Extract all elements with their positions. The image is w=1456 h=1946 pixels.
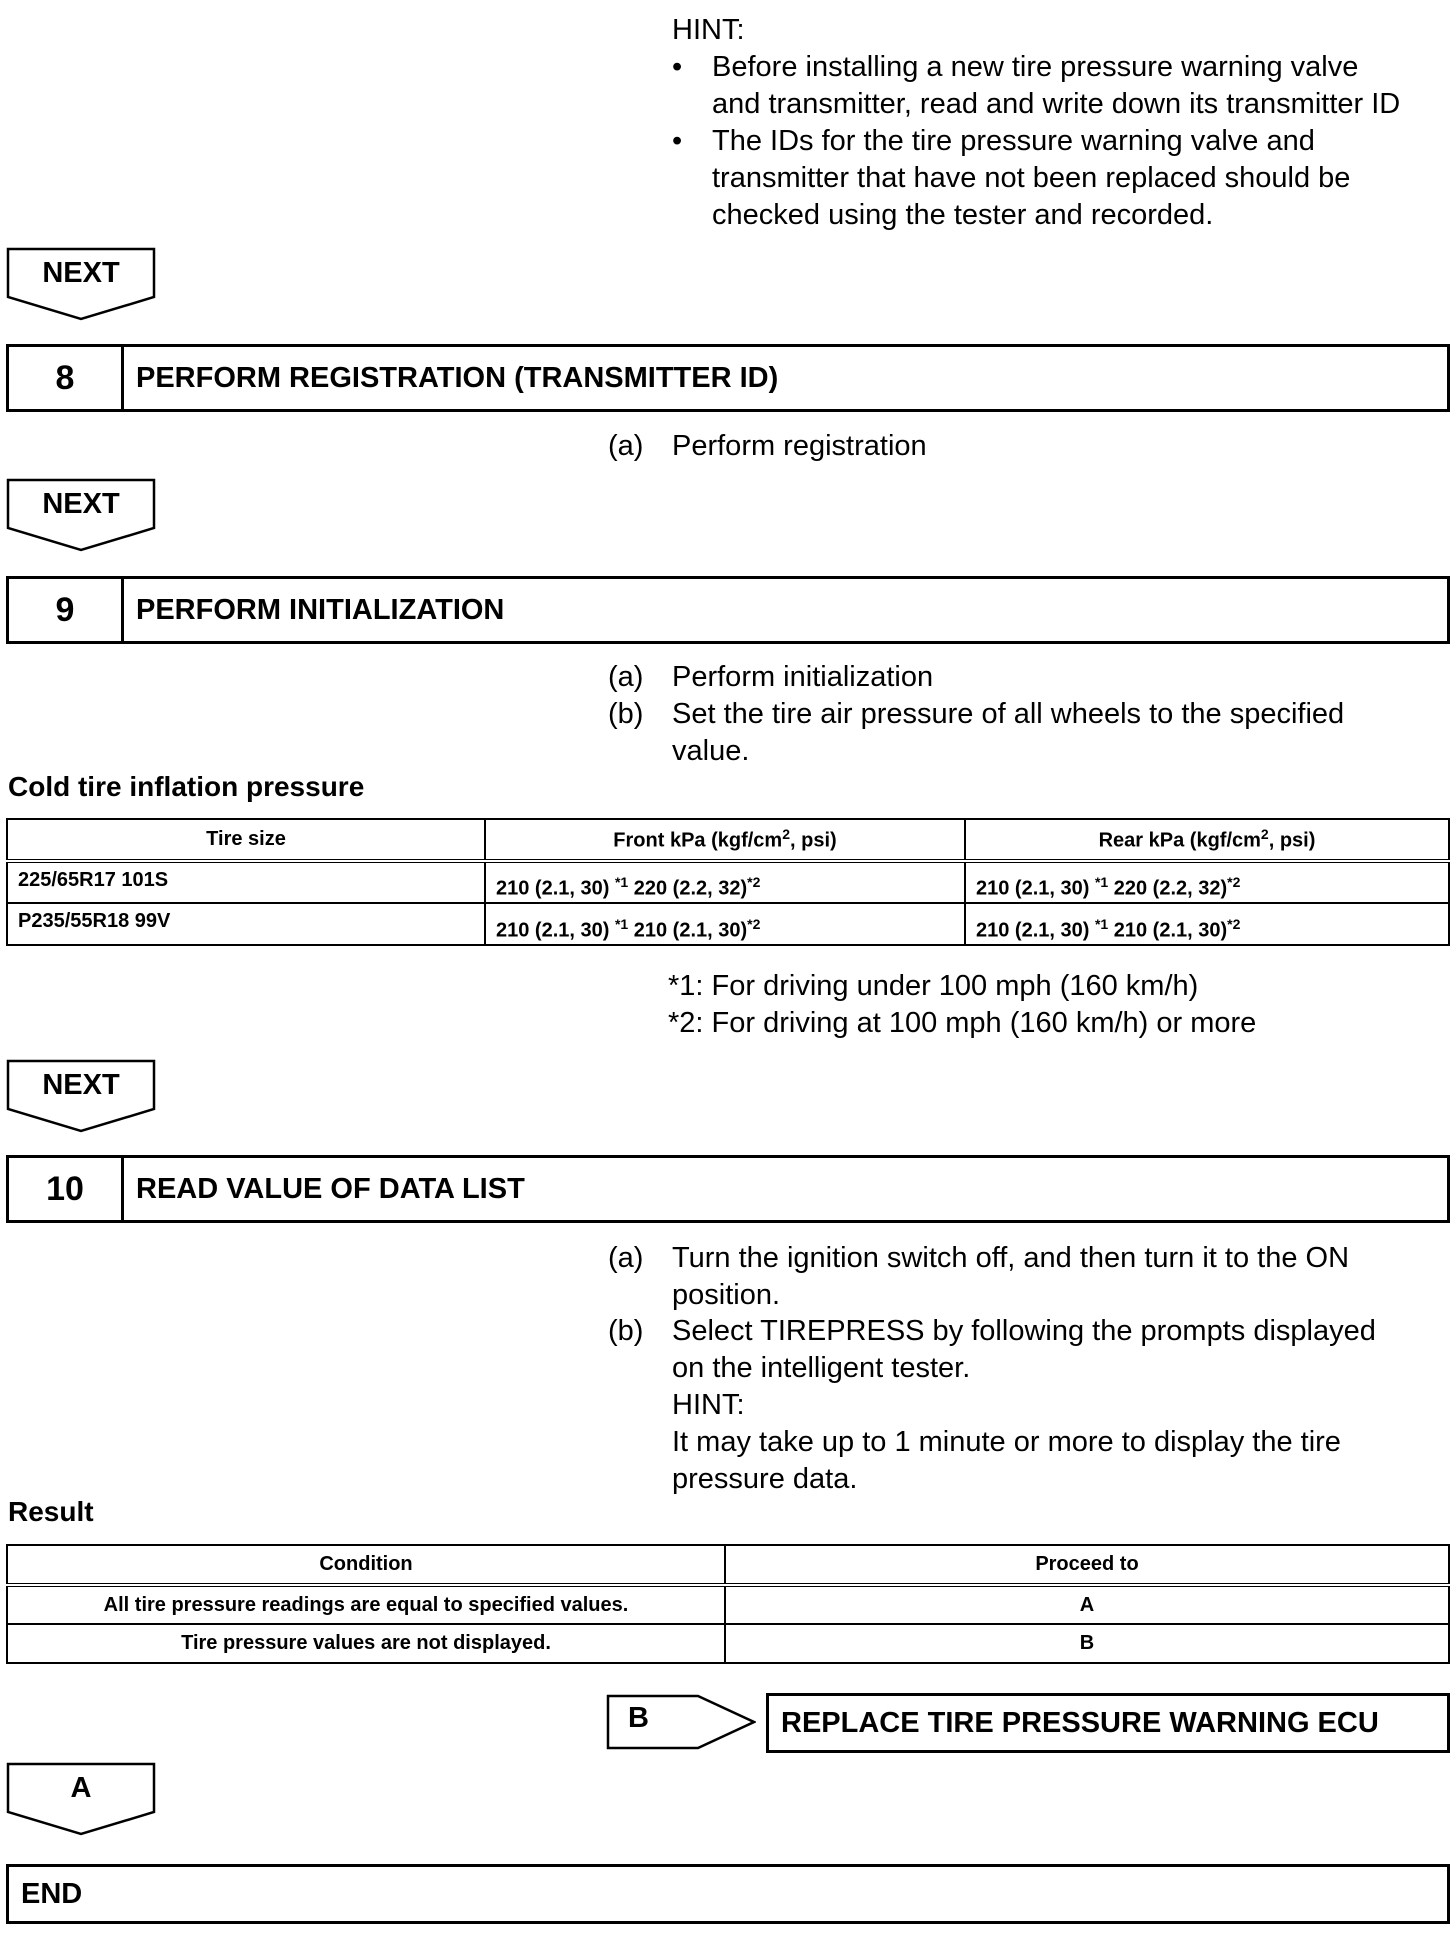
footnote-ref-1: *1 [1094, 874, 1109, 891]
step-8-header [6, 344, 1450, 412]
cell-size: 225/65R17 101S [7, 861, 485, 903]
cell-rear [965, 903, 1449, 945]
next-label: NEXT [42, 257, 120, 289]
step-9-a-mark: (a) [608, 661, 644, 693]
cell-proceed: A [725, 1585, 1449, 1624]
branch-b-arrow [606, 1694, 756, 1750]
replace-ecu-box: REPLACE TIRE PRESSURE WARNING ECU [766, 1693, 1450, 1753]
hint-bullet-2 [672, 123, 1452, 234]
sup-2: 2 [782, 826, 791, 843]
table-header-row [7, 819, 1449, 861]
hint-bullet-1-line-2: and transmitter, read and write down its transmitter ID [712, 88, 1401, 120]
sup-2: 2 [1260, 826, 1269, 843]
hint-bullet-2-line-3: checked using the tester and recorded. [712, 199, 1214, 231]
step-10-b-mark: (b) [608, 1315, 644, 1347]
step-10-b-line-1: Select TIREPRESS by following the prompts displayed [672, 1315, 1376, 1347]
result-heading: Result [8, 1496, 94, 1527]
value-a: 210 (2.1, 30) [496, 919, 615, 942]
bullet-marker: • [672, 51, 683, 83]
header-proceed-to: Proceed to [725, 1545, 1449, 1585]
value-b: 210 (2.1, 30) [1108, 919, 1228, 942]
next-arrow-2 [6, 478, 156, 552]
step-10-hint-label: HINT: [672, 1389, 745, 1421]
branch-a-arrow [6, 1762, 156, 1836]
header-suffix: , psi) [790, 829, 837, 852]
step-number: 10 [9, 1158, 124, 1220]
step-10-hint-line-1: It may take up to 1 minute or more to display the tire [672, 1426, 1341, 1458]
header-condition: Condition [7, 1545, 725, 1585]
footnote-ref-2: *2 [1227, 874, 1241, 891]
next-label: NEXT [42, 488, 120, 520]
next-arrow-3 [6, 1059, 156, 1133]
cell-condition: Tire pressure values are not displayed. [7, 1624, 725, 1663]
inflation-heading: Cold tire inflation pressure [8, 771, 365, 802]
cell-front [485, 861, 965, 903]
header-rear [965, 819, 1449, 861]
step-10-a-line-2: position. [672, 1279, 781, 1311]
step-10-b-line-2: on the intelligent tester. [672, 1352, 971, 1384]
bullet-marker: • [672, 125, 683, 157]
cell-front [485, 903, 965, 945]
branch-a-label: A [70, 1772, 92, 1804]
header-front-text: Front kPa (kgf/cm [613, 829, 783, 852]
footnote-ref-1: *1 [614, 874, 629, 891]
next-arrow-1 [6, 247, 156, 321]
footnote-ref-2: *2 [1227, 915, 1241, 932]
footnote-ref-2: *2 [747, 915, 761, 932]
step-10-hint-line-2: pressure data. [672, 1463, 858, 1495]
table-row [7, 903, 1449, 945]
hint-bullet-1-line-1: Before installing a new tire pressure warning valve [712, 51, 1359, 83]
step-9-b-line-1: Set the tire air pressure of all wheels to the specified [672, 698, 1345, 730]
value-a: 210 (2.1, 30) [976, 919, 1095, 942]
header-tire-size: Tire size [7, 819, 485, 861]
step-title: PERFORM INITIALIZATION [136, 593, 505, 626]
table-header-row [7, 1545, 1449, 1585]
result-table [6, 1544, 1450, 1664]
hint-label: HINT: [672, 14, 745, 46]
footnote-ref-1: *1 [1094, 915, 1109, 932]
step-10-a-mark: (a) [608, 1242, 644, 1274]
cell-size: P235/55R18 99V [7, 903, 485, 945]
branch-b-label: B [628, 1702, 649, 1734]
footnote-ref-2: *2 [747, 874, 761, 891]
table-row [7, 1585, 1449, 1624]
cell-proceed: B [725, 1624, 1449, 1663]
step-number: 8 [9, 347, 124, 409]
value-a: 210 (2.1, 30) [976, 877, 1095, 900]
step-9-b-line-2: value. [672, 735, 750, 767]
next-label: NEXT [42, 1069, 120, 1101]
step-title: PERFORM REGISTRATION (TRANSMITTER ID) [136, 361, 779, 394]
table-row [7, 1624, 1449, 1663]
step-number: 9 [9, 579, 124, 641]
hint-bullet-1 [672, 49, 1452, 123]
inflation-table [6, 818, 1450, 946]
header-rear-text: Rear kPa (kgf/cm [1098, 829, 1261, 852]
header-front [485, 819, 965, 861]
cell-condition: All tire pressure readings are equal to specified values. [7, 1585, 725, 1624]
value-b: 210 (2.1, 30) [628, 919, 748, 942]
value-b: 220 (2.2, 32) [628, 877, 748, 900]
table-row [7, 861, 1449, 903]
hint-bullet-2-line-2: transmitter that have not been replaced should be [712, 162, 1351, 194]
step-10-header [6, 1155, 1450, 1223]
footnote-ref-1: *1 [614, 915, 629, 932]
value-b: 220 (2.2, 32) [1108, 877, 1228, 900]
step-9-b-mark: (b) [608, 698, 644, 730]
end-box: END [6, 1864, 1450, 1924]
step-10-a-line-1: Turn the ignition switch off, and then turn it to the ON [672, 1242, 1350, 1274]
step-8-a-text: Perform registration [672, 430, 927, 462]
step-title: READ VALUE OF DATA LIST [136, 1172, 525, 1205]
step-9-a-text: Perform initialization [672, 661, 934, 693]
value-a: 210 (2.1, 30) [496, 877, 615, 900]
footnote-2: *2: For driving at 100 mph (160 km/h) or more [668, 1007, 1257, 1039]
cell-rear [965, 861, 1449, 903]
step-8-a-mark: (a) [608, 430, 644, 462]
hint-bullet-2-line-1: The IDs for the tire pressure warning valve and [712, 125, 1315, 157]
footnote-1: *1: For driving under 100 mph (160 km/h) [668, 970, 1199, 1002]
step-9-header [6, 576, 1450, 644]
header-suffix: , psi) [1268, 829, 1316, 852]
